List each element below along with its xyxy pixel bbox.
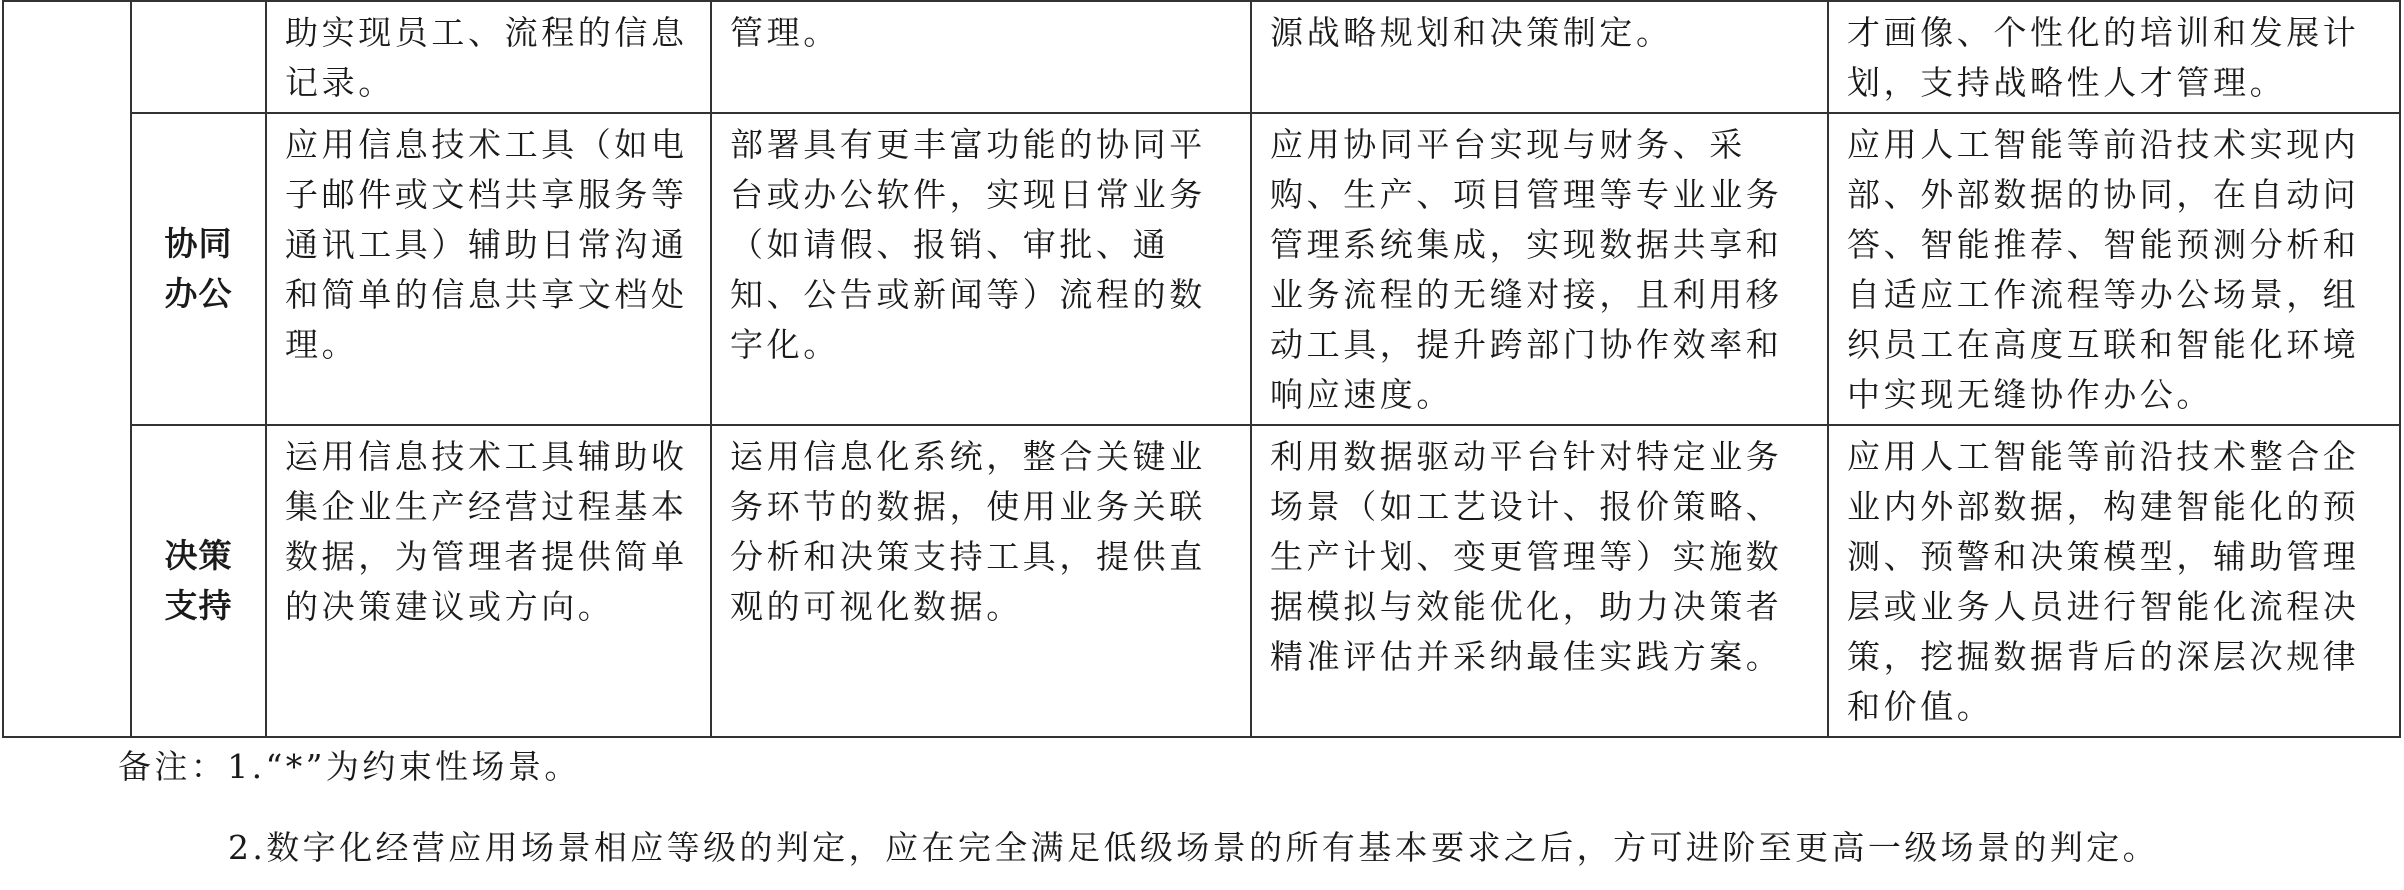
table-row: [3, 113, 2400, 425]
level-2-cell: 部署具有更丰富功能的协同平台或办公软件，实现日常业务（如请假、报销、审批、通知、公告或新闻等）流程的数字化。: [711, 113, 1251, 425]
note-constraint-scenario: 备注：1.“*”为约束性场景。: [118, 747, 581, 786]
note-level-determination: 2.数字化经营应用场景相应等级的判定，应在完全满足低级场景的所有基本要求之后，方可进阶至更高一级场景的判定。: [228, 828, 2160, 867]
category-cell-decision-support: [131, 425, 266, 737]
requirements-table: [2, 0, 2401, 738]
level-4-cell: 应用人工智能等前沿技术实现内部、外部数据的协同，在自动问答、智能推荐、智能预测分析和自适应工作流程等办公场景，组织员工在高度互联和智能化环境中实现无缝协作办公。: [1828, 113, 2400, 425]
category-label-line-2: 办公: [164, 274, 233, 313]
level-3-cell: 源战略规划和决策制定。: [1251, 1, 1828, 113]
level-4-cell: 应用人工智能等前沿技术整合企业内外部数据，构建智能化的预测、预警和决策模型，辅助管理层或业务人员进行智能化流程决策，挖掘数据背后的深层次规律和价值。: [1828, 425, 2400, 737]
category-label-line-1: 协同: [164, 224, 233, 263]
category-cell-collaborative-office: [131, 113, 266, 425]
level-3-cell: 利用数据驱动平台针对特定业务场景（如工艺设计、报价策略、生产计划、变更管理等）实施数据模拟与效能优化，助力决策者精准评估并采纳最佳实践方案。: [1251, 425, 1828, 737]
level-3-cell: 应用协同平台实现与财务、采购、生产、项目管理等专业业务管理系统集成，实现数据共享和业务流程的无缝对接，且利用移动工具，提升跨部门协作效率和响应速度。: [1251, 113, 1828, 425]
level-2-cell: 管理。: [711, 1, 1251, 113]
table-row: [3, 425, 2400, 737]
level-2-cell: 运用信息化系统，整合关键业务环节的数据，使用业务关联分析和决策支持工具，提供直观的可视化数据。: [711, 425, 1251, 737]
level-4-cell: 才画像、个性化的培训和发展计划，支持战略性人才管理。: [1828, 1, 2400, 113]
level-1-cell: 助实现员工、流程的信息记录。: [266, 1, 711, 113]
level-1-cell: 运用信息技术工具辅助收集企业生产经营过程基本数据，为管理者提供简单的决策建议或方向。: [266, 425, 711, 737]
level-1-cell: 应用信息技术工具（如电子邮件或文档共享服务等通讯工具）辅助日常沟通和简单的信息共享文档处理。: [266, 113, 711, 425]
category-cell-continued: [131, 1, 266, 113]
category-label-line-1: 决策: [164, 536, 233, 575]
table-row: [3, 1, 2400, 113]
category-label-line-2: 支持: [164, 586, 233, 625]
blank-first-column: [3, 1, 131, 737]
